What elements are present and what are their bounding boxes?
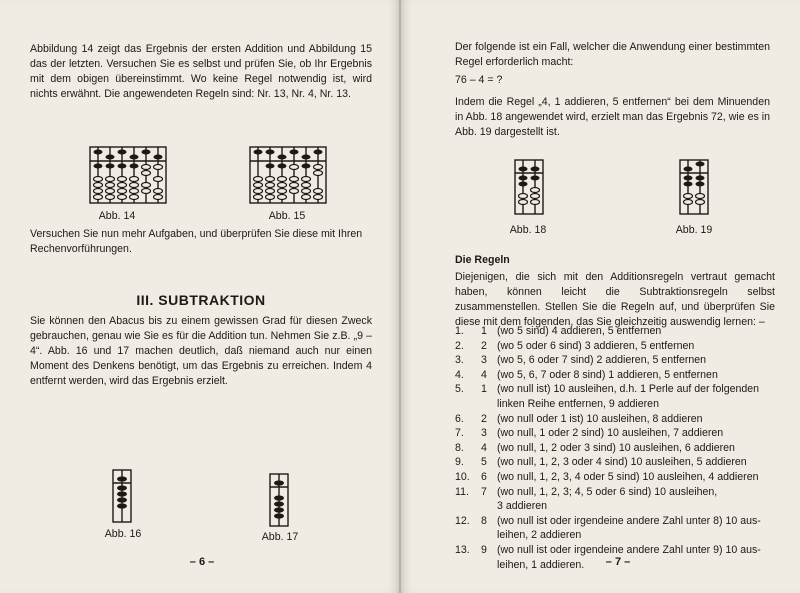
rule-item-1: 1. 1 (wo 5 sind) 4 addieren, 5 entfernen [455, 325, 662, 337]
rule-item-10: 10. 6 (wo null, 1, 2, 3, 4 oder 5 sind) 10 ausleihen, 4 addieren [455, 470, 759, 483]
abacus-figure-18 [513, 158, 545, 216]
figure-15-caption: Abb. 15 [268, 210, 306, 222]
rule-item-5: 5. 1 (wo null ist) 10 ausleihen, d.h. 1 Perle auf der folgenden linken Reihe entfernen, 9 addieren [455, 383, 760, 410]
figure-16-caption: Abb. 16 [104, 528, 142, 540]
figure-19-caption: Abb. 19 [675, 224, 713, 236]
abacus-figure-14 [88, 145, 168, 205]
abacus-figure-19 [678, 158, 710, 216]
subtraction-intro-paragraph: Sie können den Abacus bis zu einem gewissen Grad für diesen Zweck gebrauchen, genau wie Sie es für die Addition tun. Nehmen Sie z.B. „9 – 4“. Abb. 16 und 17 machen deutlich, daß niemand auch nur einen Moment des Denkens benötigt, um das Ergebnis zu erreichen. Indem 4 entfernt werden, wird das Ergebnis erzielt. [30, 315, 372, 387]
right-intro-paragraph: Der folgende ist ein Fall, welcher die Anwendung einer bestimmten Regel erforderlich macht: [455, 41, 770, 68]
rule-item-4: 4. 4 (wo 5, 6, 7 oder 8 sind) 1 addieren, 5 entfernen [455, 368, 718, 381]
left-page-number: – 6 – [189, 556, 215, 568]
rule-item-2: 2. 2 (wo 5 oder 6 sind) 3 addieren, 5 entfernen [455, 339, 695, 352]
abacus-figure-16 [111, 468, 133, 524]
rule-item-8: 8. 4 (wo null, 1, 2 oder 3 sind) 10 ausleihen, 6 addieren [455, 441, 735, 454]
rule-application-paragraph: Indem die Regel „4, 1 addieren, 5 entfernen“ bei dem Minuenden in Abb. 18 angewendet wird, erzielt man das Ergebnis 72, wie es in Abb. 19 dargestellt ist. [455, 96, 770, 138]
rule-item-13: 13. 9 (wo null ist oder irgendeine andere Zahl unter 9) 10 aus- leihen, 1 addieren. [455, 543, 761, 571]
rule-item-9: 9. 5 (wo null, 1, 2, 3 oder 4 sind) 10 ausleihen, 5 addieren [455, 456, 747, 469]
rule-item-12: 12. 8 (wo null ist oder irgendeine andere Zahl unter 8) 10 aus- leihen, 2 addieren [455, 514, 761, 542]
section-title-subtraktion: III. SUBTRAKTION [136, 292, 266, 308]
rules-intro-paragraph: Diejenigen, die sich mit den Additionsregeln vertraut gemacht haben, können leicht die Subtraktionsregeln selbst zusammenstellen. Stellen Sie die Regeln auf, und überprüfen Sie diese mit dem folgenden, das Sie gleichzeitig auswendig lernen: – [455, 271, 775, 328]
rule-item-7: 7. 3 (wo null, 1 oder 2 sind) 10 ausleihen, 7 addieren [455, 427, 724, 440]
rules-list [455, 324, 775, 572]
figure-14-caption: Abb. 14 [98, 210, 136, 222]
rules-title: Die Regeln [455, 254, 510, 266]
rule-item-11: 11. 7 (wo null, 1, 2, 3; 4, 5 oder 6 sind) 10 ausleihen, 3 addieren [455, 485, 718, 513]
right-page-number: – 7 – [605, 556, 631, 568]
left-intro-paragraph: Abbildung 14 zeigt das Ergebnis der ersten Addition und Abbildung 15 das der letzten. Versuchen Sie es selbst und prüfen Sie, ob Ihr Ergebnis mit dem obigen übereinstimmt. Wo keine Regel notwendig ist, wird nichts erwähnt. Die angewendeten Regeln sind: Nr. 13, Nr. 4, Nr. 13. [30, 43, 372, 100]
abacus-figure-15 [248, 145, 328, 205]
figure-18-caption: Abb. 18 [509, 224, 547, 236]
left-practice-paragraph: Versuchen Sie nun mehr Aufgaben, und überprüfen Sie diese mit Ihren Rechenvorführungen. [30, 228, 363, 255]
rule-item-6: 6. 2 (wo null oder 1 ist) 10 ausleihen, 8 addieren [455, 412, 703, 425]
abacus-figure-17 [268, 472, 290, 528]
rule-item-3: 3. 3 (wo 5, 6 oder 7 sind) 2 addieren, 5 entfernen [455, 354, 707, 367]
figure-17-caption: Abb. 17 [261, 531, 299, 543]
subtraction-equation: 76 – 4 = ? [455, 74, 503, 86]
